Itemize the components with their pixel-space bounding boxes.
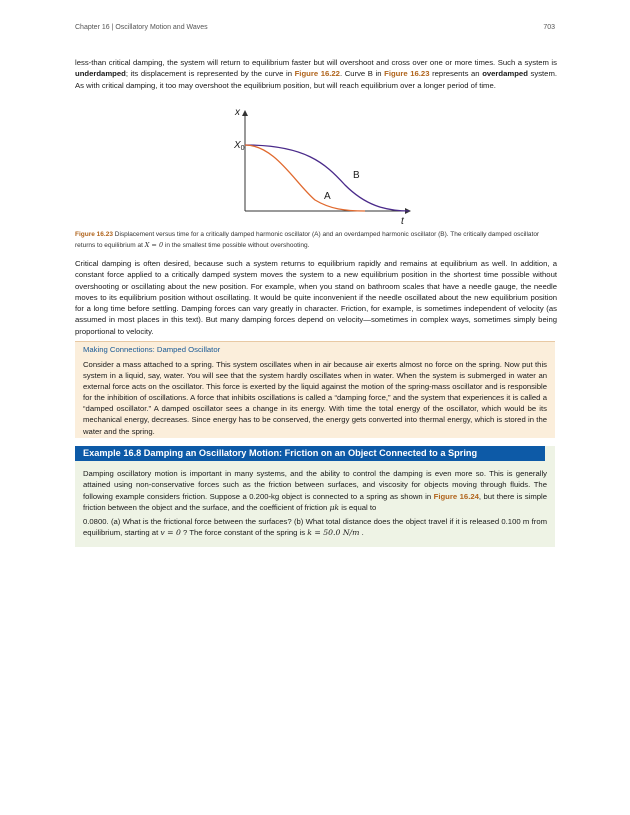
para1-text-2: ; its displacement is represented by the curve in	[125, 69, 295, 79]
example-text-4: 0.0800. (a) What is the frictional force between the surfaces? (b) What total distance does the object travel if it is released 0.100 m from equilibrium, starting at	[83, 517, 547, 538]
paragraph-critical-damping: Critical damping is often desired, because such a system returns to equilibrium rapidly and remains at equilibrium as well. In addition, a constant force applied to a critically damped system moves the system to a new equilibrium position in the shortest time possible without overshooting or oscillating about the new position. For example, when you stand on bathroom scales that have a needle gauge, the needle moves to its equilibrium position without oscillating. It would be quite inconvenient if the needle oscillated about the new equilibrium position for a long time before settling. Damping forces can vary greatly in character. Friction, for example, is sometimes independent of velocity (as assumed in most places in this text). But many damping forces depend on velocity—sometimes in complex ways, sometimes simply being proportional to velocity.	[75, 259, 557, 336]
damping-figure	[225, 103, 425, 228]
math-spring-constant: k = 50.0 N/m	[307, 528, 360, 538]
making-connections-box	[75, 341, 555, 438]
example-text-1: Damping oscillatory motion is important in many systems, and the ability to control the damping is even more so. This is generally attained using non-conservative forces such as the friction between surfaces, and viscosity for objects moving through fluids. The following example considers friction. Suppose a 0.200-kg object is connected to a spring as shown in	[83, 469, 547, 501]
para1-text-5: system. As with critical damping, it too may overshoot the equilibrium position, but will reach equilibrium over a longer period of time.	[75, 69, 557, 90]
math-v-zero: v = 0	[160, 528, 181, 538]
making-connections-title: Making Connections: Damped Oscillator	[83, 345, 221, 354]
y-axis-label: x	[235, 107, 240, 118]
caption-math: X = 0	[144, 241, 164, 250]
curve-b-label: B	[353, 170, 360, 181]
link-figure-16-24[interactable]: Figure 16.24	[433, 491, 479, 501]
page-number: 703	[543, 24, 555, 31]
math-mu-k: μk	[329, 502, 340, 512]
caption-text: Displacement versus time for a critically damped harmonic oscillator (A) and an overdamped harmonic oscillator (B). The critically damped oscillator returns to equilibrium at	[75, 231, 540, 250]
link-figure-16-23[interactable]: Figure 16.23	[384, 69, 430, 79]
example-body	[83, 468, 547, 539]
caption-label: Figure 16.23	[75, 231, 113, 238]
running-header	[75, 24, 555, 31]
link-figure-16-22[interactable]: Figure 16.22	[294, 69, 340, 79]
figure-caption	[75, 229, 557, 252]
example-text-2: , but there is simple friction between the object and the surface, and the coefficient of friction	[83, 491, 547, 512]
paragraph-damping-types	[75, 57, 557, 91]
para1-text-3: . Curve B in	[339, 69, 385, 79]
example-text-6: .	[359, 528, 364, 538]
term-underdamped: underdamped	[75, 69, 126, 79]
example-title: Example 16.8 Damping an Oscillatory Motion: Friction on an Object Connected to a Spring	[75, 446, 545, 461]
curve-a-label: A	[324, 191, 331, 202]
para1-text-1: less-than critical damping, the system will return to equilibrium faster but will overshoot and cross over one or more times. Such a system is	[75, 58, 557, 67]
chapter-title: Chapter 16 | Oscillatory Motion and Waves	[75, 24, 208, 31]
example-line-2	[83, 516, 547, 539]
x0-subscript: 0	[240, 145, 245, 152]
term-overdamped: overdamped	[482, 69, 528, 79]
example-text-5: ? The force constant of the spring is	[180, 528, 308, 538]
caption-end: in the smallest time possible without overshooting.	[163, 242, 310, 250]
para1-text-4: represents an	[429, 69, 483, 79]
example-text-3: is equal to	[339, 502, 377, 512]
example-box	[75, 446, 555, 547]
x0-letter: X	[234, 140, 241, 151]
x0-label	[233, 140, 245, 152]
x-axis-label: t	[401, 216, 404, 227]
making-connections-body: Consider a mass attached to a spring. This system oscillates when in air because air exerts almost no force on the spring. Now put this system in a liquid, say, water. You will see that the system hardly oscillates when in water. When the system is submerged in water an external force acts on the oscillator. This force is exerted by the liquid against the motion of the spring-mass oscillator and is responsible for the inhibition of oscillations. A force that inhibits oscillations is called a “damping force,” and the system that experiences it is called a “damped oscillator.” A damped oscillator sees a change in its energy. With time the total energy of the oscillator, which would be its mechanical energy, decreases. Since energy has to be conserved, the energy gets converted into thermal energy, which is stored in the water and the spring.	[83, 360, 547, 436]
